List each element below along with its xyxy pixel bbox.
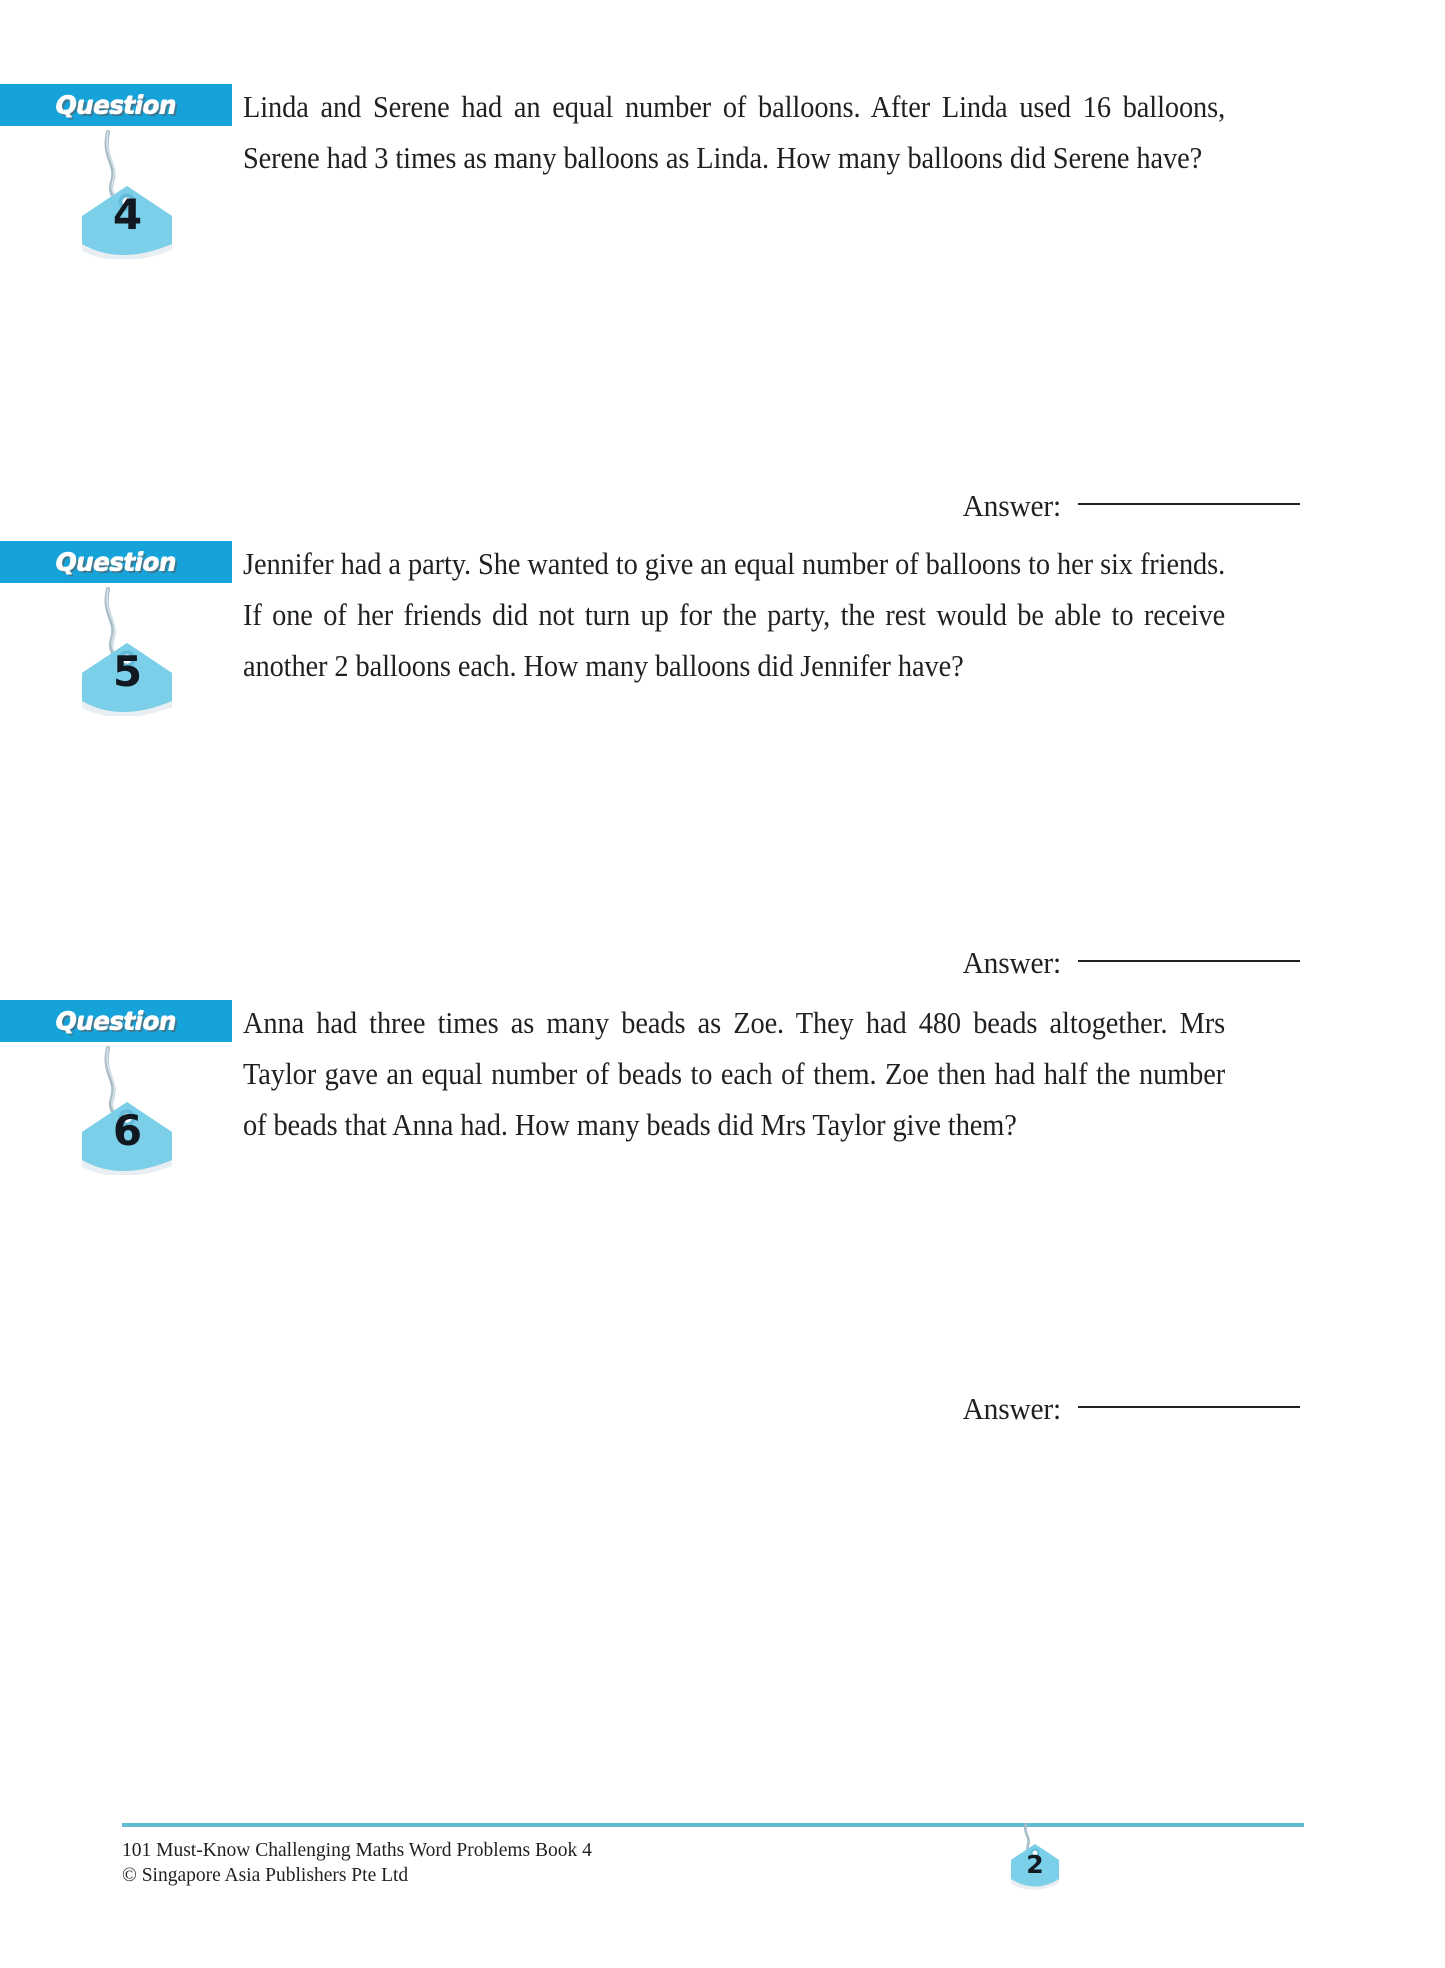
answer-label-5: Answer: [962,945,1062,980]
answer-row-6 [960,1391,1300,1427]
page-number-tag [1001,1822,1069,1894]
question-text-5: Jennifer had a party. She wanted to give an equal number of balloons to her six friends. If one of her friends did not turn up for the party, the rest would be able to receive another 2 balloons each. How many balloons did Jennifer have? [243,547,1226,683]
question-banner-label: Question [56,90,176,120]
question-banner-label: Question [56,547,176,577]
answer-label-6: Answer: [962,1391,1062,1426]
question-number-6: 6 [112,1106,142,1155]
question-number-5: 5 [112,647,142,696]
answer-blank-6[interactable] [1078,1406,1300,1408]
page-number: 2 [1026,1850,1044,1879]
question-banner-label: Question [56,1006,176,1036]
question-number-tag-5 [62,581,192,716]
answer-label-4: Answer: [962,488,1062,523]
answer-row-4 [960,488,1300,524]
answer-row-5 [960,945,1300,981]
question-number-4: 4 [112,190,142,239]
answer-blank-5[interactable] [1078,960,1300,962]
question-number-tag-6 [62,1040,192,1175]
footer-divider [122,1823,1304,1827]
footer-copyright: © Singapore Asia Publishers Pte Ltd [122,1865,409,1886]
footer-book-title: 101 Must-Know Challenging Maths Word Problems Book 4 [122,1840,592,1861]
question-text-6: Anna had three times as many beads as Zoe. They had 480 beads altogether. Mrs Taylor gave an equal number of beads to each of them. Zoe then had half the number of beads that Anna had. How many beads did Mrs Taylor give them? [243,1006,1226,1142]
answer-blank-4[interactable] [1078,503,1300,505]
footer-credits [122,1838,592,1888]
question-number-tag-4 [62,124,192,259]
question-banner-5 [0,541,232,583]
question-text-4: Linda and Serene had an equal number of balloons. After Linda used 16 balloons, Serene had 3 times as many balloons as Linda. How many balloons did Serene have? [243,90,1226,175]
question-banner-4 [0,84,232,126]
question-banner-6 [0,1000,232,1042]
